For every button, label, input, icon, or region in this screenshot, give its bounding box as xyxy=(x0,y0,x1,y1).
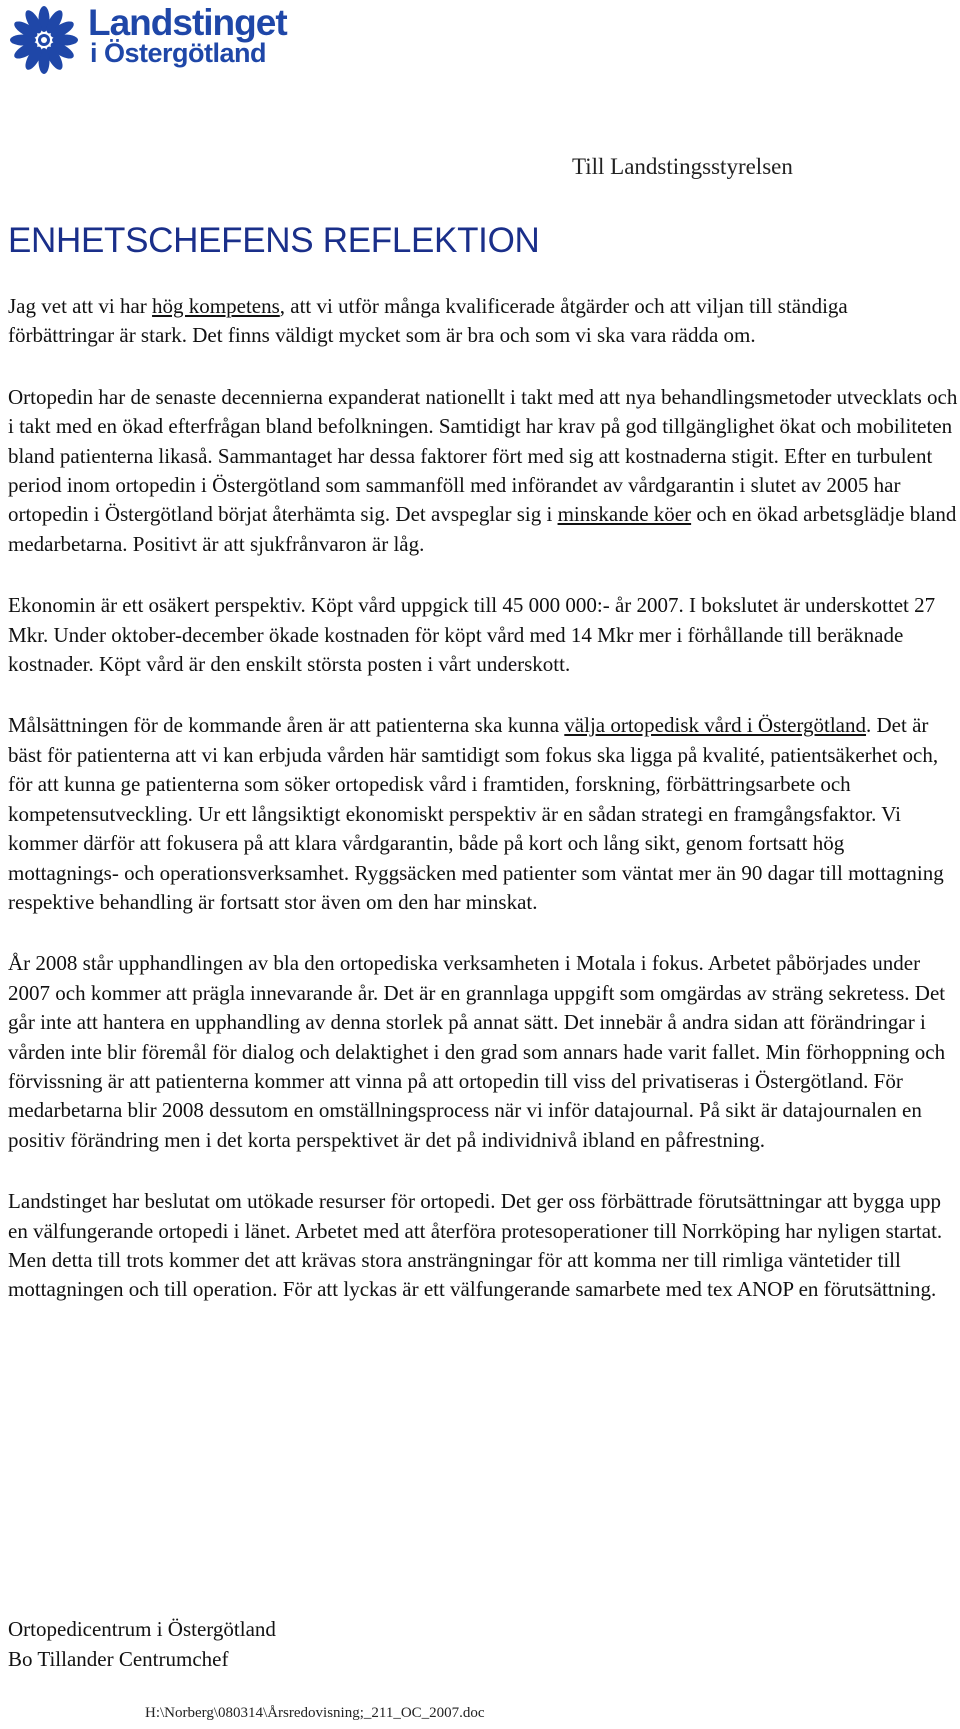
paragraph-4: Målsättningen för de kommande åren är att patienterna ska kunna välja ortopedisk vård i Östergötland. Det är bäst för patienterna att vi kan erbjuda vården här samtidigt som fokus ska ligga på kvalité, patientsäkerhet och, för att kunna ge patienterna som söker ortopedisk vård i framtiden, forskning, förbättringsarbete och kompetensutveckling. Ur ett långsiktigt ekonomiskt perspektiv är en sådan strategi en framgångsfaktor. Vi kommer därför att fokusera på att klara vårdgarantin, både på kort och lång sikt, genom fortsatt hög mottagnings- och operationsverksamhet. Ryggsäcken med patienter som väntat mer än 90 dagar till mottagning respektive behandling är fortsatt stor även om den har minskat. xyxy=(8,713,944,914)
underlined-text: välja ortopedisk vård i Östergötland xyxy=(564,713,867,738)
paragraph-1: Jag vet att vi har hög kompetens, att vi utför många kvalificerade åtgärder och att viljan till ständiga förbättringar är stark. Det finns väldigt mycket som är bra och som vi ska vara rädda om. xyxy=(8,294,848,348)
logo-region: i Östergötland xyxy=(90,38,267,68)
signature-org: Ortopedicentrum i Östergötland xyxy=(8,1617,276,1641)
underlined-text: hög kompetens xyxy=(152,294,280,318)
underlined-text: minskande köer xyxy=(557,502,692,527)
paragraph-2: Ortopedin har de senaste decennierna expanderat nationellt i takt med att nya behandlingsmetoder utvecklats och i takt med en ökad efterfrågan bland befolkningen. Samtidigt har krav på god tillgänglighet ökat och mobiliteten bland patienterna likaså. Sammantaget har dessa faktorer fört med sig att kostnaderna stigit. Efter en turbulent period inom ortopedin i Östergötland som sammanföll med införandet av vårdgarantin i slutet av 2005 har ortopedin i Östergötland börjat återhämta sig. Det avspeglar sig i minskande köer och en ökad arbetsglädje bland medarbetarna. Positivt är att sjukfrånvaron är låg. xyxy=(8,384,958,556)
document-body xyxy=(8,292,958,1337)
flower-emblem-icon xyxy=(8,4,80,76)
signature-block xyxy=(8,1614,276,1674)
document-title: ENHETSCHEFENS REFLEKTION xyxy=(8,221,540,260)
landstinget-logo xyxy=(8,2,308,78)
paragraph-3: Ekonomin är ett osäkert perspektiv. Köpt vård uppgick till 45 000 000:- år 2007. I bokslutet är underskottet 27 Mkr. Under oktober-december ökade kostnaden för köpt vård med 14 Mkr mer i förhållande till beräknade kostnader. Köpt vård är den enskilt största posten i vårt underskott. xyxy=(8,593,936,677)
file-path-footer: H:\Norberg\080314\Årsredovisning;_211_OC_2007.doc xyxy=(145,1705,485,1721)
signature-name: Bo Tillander Centrumchef xyxy=(8,1647,229,1671)
recipient-line: Till Landstingsstyrelsen xyxy=(572,154,793,179)
logo-name: Landstinget xyxy=(88,2,287,43)
paragraph-5: År 2008 står upphandlingen av bla den ortopediska verksamheten i Motala i fokus. Arbetet påbörjades under 2007 och kommer att prägla innevarande år. Det är en grannlaga uppgift som omgärdas av sträng sekretess. Det går inte att hantera en upphandling av denna storlek på annat sätt. Det innebär å andra sidan att förändringar i vården inte blir föremål för dialog och delaktighet i den grad som annars hade varit fallet. Min förhoppning och förvissning är att patienterna kommer att vinna på att ortopedin till viss del privatiseras i Östergötland. För medarbetarna blir 2008 dessutom en omställningsprocess när vi inför datajournal. På sikt är datajournalen en positiv förändring men i det korta perspektivet är det på individnivå ibland en påfrestning. xyxy=(8,951,946,1152)
paragraph-6: Landstinget har beslutat om utökade resurser för ortopedi. Det ger oss förbättrade förutsättningar att bygga upp en välfungerande ortopedi i länet. Arbetet med att återföra protesoperationer till Norrköping har nyligen startat. Men detta till trots kommer det att krävas stora ansträngningar för att komma ner till rimliga väntetider till mottagningen och till operation. För att lyckas är ett välfungerande samarbete med tex ANOP en förutsättning. xyxy=(8,1189,943,1302)
